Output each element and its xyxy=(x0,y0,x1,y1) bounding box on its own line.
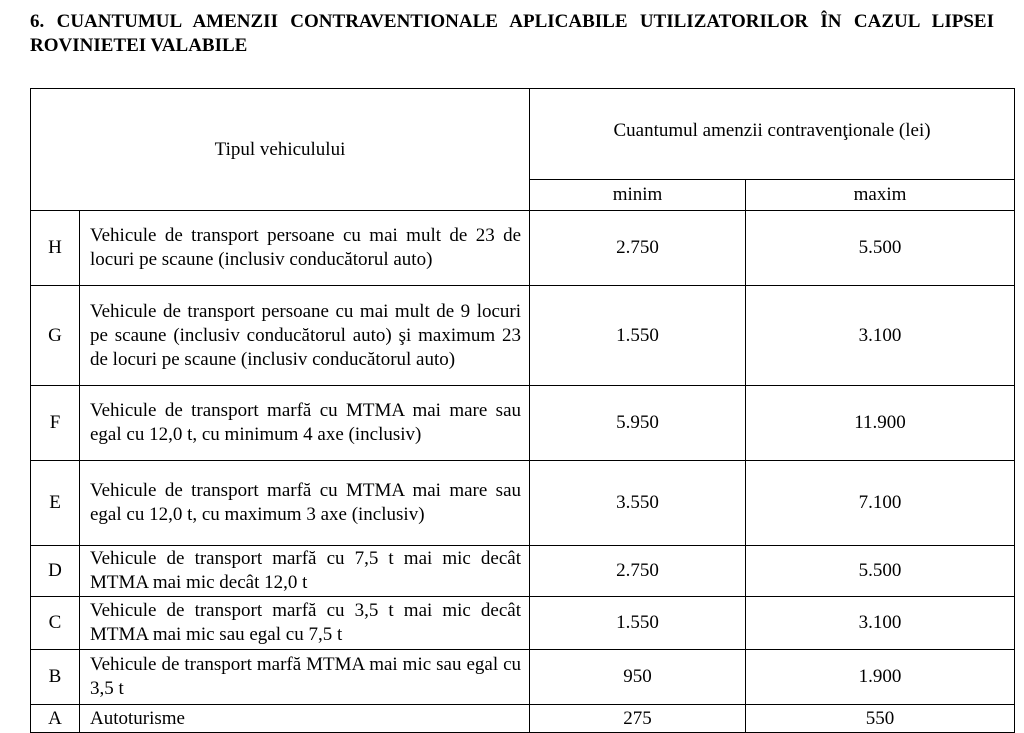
fine-min: 5.950 xyxy=(530,386,746,461)
fine-min: 1.550 xyxy=(530,597,746,650)
header-fine-amount: Cuantumul amenzii contravenţionale (lei) xyxy=(530,89,1015,180)
vehicle-description: Vehicule de transport marfă cu MTMA mai mare sau egal cu 12,0 t, cu minimum 4 axe (inclusiv) xyxy=(80,386,530,461)
document-title: 6. CUANTUMUL AMENZII CONTRAVENTIONALE APLICABILE UTILIZATORILOR ÎN CAZUL LIPSEI ROVINIETEI VALABILE xyxy=(30,11,994,56)
fine-max: 550 xyxy=(746,705,1015,733)
table-header-row xyxy=(31,89,1015,180)
fine-min: 275 xyxy=(530,705,746,733)
table-row xyxy=(31,286,1015,386)
category-letter: B xyxy=(31,650,80,705)
category-letter: E xyxy=(31,461,80,546)
category-letter: G xyxy=(31,286,80,386)
table-row xyxy=(31,386,1015,461)
category-letter: D xyxy=(31,546,80,597)
category-letter: A xyxy=(31,705,80,733)
fines-table xyxy=(30,88,1015,733)
table-row xyxy=(31,211,1015,286)
category-letter: F xyxy=(31,386,80,461)
fine-min: 2.750 xyxy=(530,211,746,286)
vehicle-description: Autoturisme xyxy=(80,705,530,733)
vehicle-description: Vehicule de transport marfă cu MTMA mai mare sau egal cu 12,0 t, cu maximum 3 axe (inclusiv) xyxy=(80,461,530,546)
fine-max: 7.100 xyxy=(746,461,1015,546)
header-vehicle-type: Tipul vehiculului xyxy=(31,89,530,211)
fine-max: 3.100 xyxy=(746,286,1015,386)
table-row xyxy=(31,650,1015,705)
fine-max: 1.900 xyxy=(746,650,1015,705)
category-letter: H xyxy=(31,211,80,286)
vehicle-description: Vehicule de transport marfă cu 7,5 t mai mic decât MTMA mai mic decât 12,0 t xyxy=(80,546,530,597)
table-row xyxy=(31,461,1015,546)
fine-max: 5.500 xyxy=(746,546,1015,597)
table-row xyxy=(31,546,1015,597)
fine-max: 11.900 xyxy=(746,386,1015,461)
fine-min: 3.550 xyxy=(530,461,746,546)
header-min: minim xyxy=(530,180,746,211)
vehicle-description: Vehicule de transport marfă MTMA mai mic sau egal cu 3,5 t xyxy=(80,650,530,705)
vehicle-description: Vehicule de transport marfă cu 3,5 t mai mic decât MTMA mai mic sau egal cu 7,5 t xyxy=(80,597,530,650)
table-row xyxy=(31,597,1015,650)
vehicle-description: Vehicule de transport persoane cu mai mult de 23 de locuri pe scaune (inclusiv conducătorul auto) xyxy=(80,211,530,286)
fine-max: 5.500 xyxy=(746,211,1015,286)
fine-min: 2.750 xyxy=(530,546,746,597)
fine-min: 1.550 xyxy=(530,286,746,386)
header-max: maxim xyxy=(746,180,1015,211)
category-letter: C xyxy=(31,597,80,650)
fine-max: 3.100 xyxy=(746,597,1015,650)
vehicle-description: Vehicule de transport persoane cu mai mult de 9 locuri pe scaune (inclusiv conducătorul auto) şi maximum 23 de locuri pe scaune (inclusiv conducătorul auto) xyxy=(80,286,530,386)
table-row xyxy=(31,705,1015,733)
fine-min: 950 xyxy=(530,650,746,705)
